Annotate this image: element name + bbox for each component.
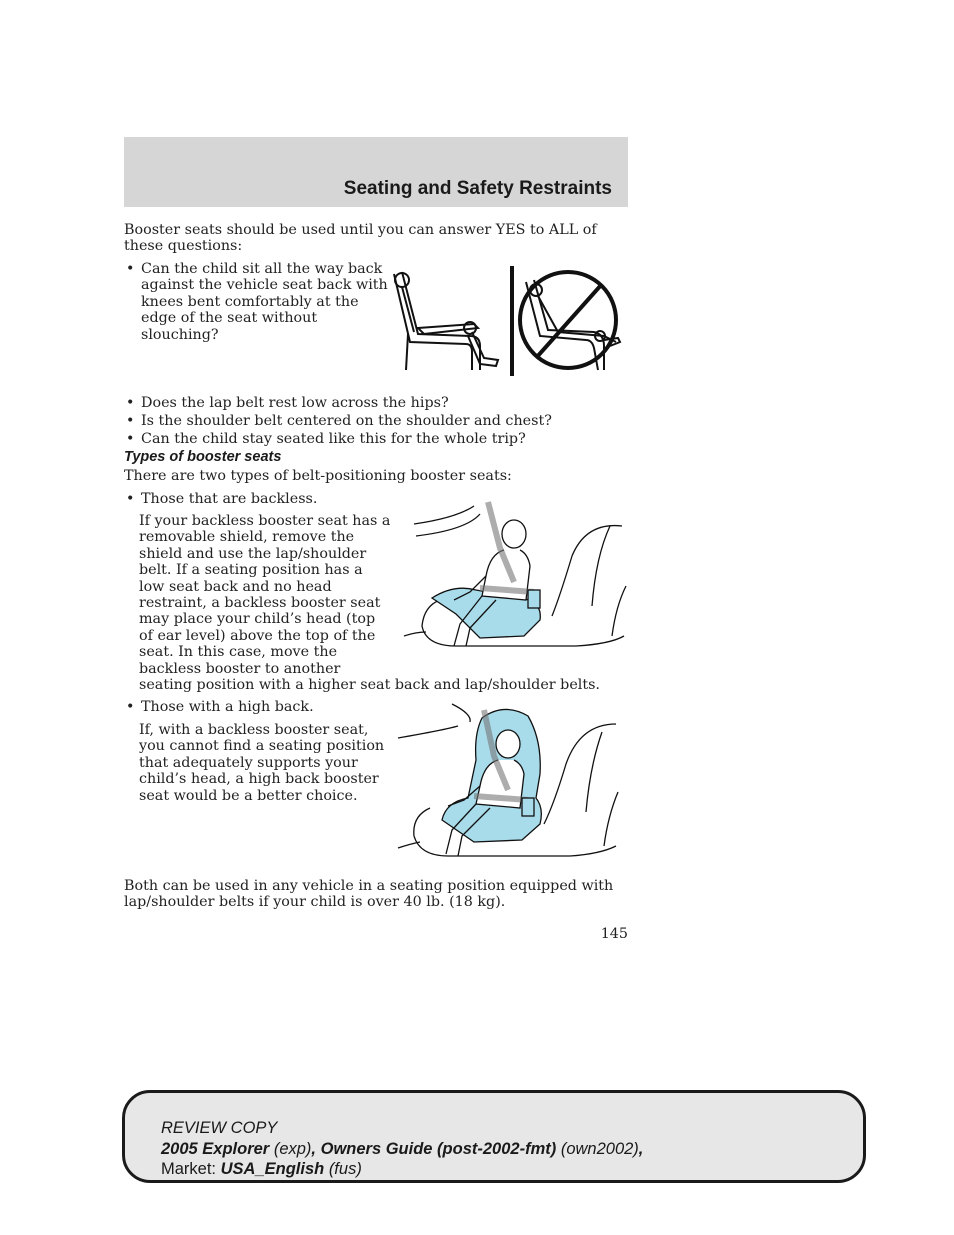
footer-review-label: REVIEW COPY	[161, 1119, 278, 1137]
page-number: 145	[600, 926, 628, 942]
subheading: Types of booster seats	[124, 449, 282, 465]
bullet-icon: •	[126, 261, 135, 277]
bullet-icon: •	[126, 491, 135, 507]
footer-model-line: 2005 Explorer (exp), Owners Guide (post-2002-fmt) (own2002),	[161, 1140, 644, 1158]
types-intro: There are two types of belt-positioning booster seats:	[124, 468, 512, 484]
question-text: Can the child sit all the way back against the vehicle seat back with knees bent comfortably at the edge of the seat without slouching?	[141, 261, 388, 343]
seating-posture-figure	[388, 262, 628, 380]
backless-description: If your backless booster seat has a removable shield, remove the shield and use the lap/shoulder belt. If a seating position has a low seat back and no head restraint, a backless booster seat may place your child’s head (top of ear level) above the top of the seat. In this case, move the backless booster to another seating position with a higher seat back and lap/shoulder belts.	[139, 513, 600, 694]
highback-description: If, with a backless booster seat, you cannot find a seating position that adequately supports your child’s head, a high back booster seat would be a better choice.	[139, 722, 385, 804]
header-band	[124, 137, 628, 207]
bullet-icon: •	[126, 395, 135, 411]
bullet-icon: •	[126, 699, 135, 715]
section-title: Seating and Safety Restraints	[343, 178, 612, 199]
backless-booster-illustration	[396, 496, 628, 660]
highback-booster-illustration	[394, 700, 620, 866]
bullet-icon: •	[126, 431, 135, 447]
bullet-icon: •	[126, 413, 135, 429]
intro-paragraph: Booster seats should be used until you can answer YES to ALL of these questions:	[124, 222, 597, 255]
review-copy-footer	[122, 1090, 866, 1183]
footer-market-line: Market: USA_English (fus)	[161, 1160, 362, 1178]
closing-paragraph: Both can be used in any vehicle in a seating position equipped with lap/shoulder belts if your child is over 40 lb. (18 kg).	[124, 878, 614, 911]
